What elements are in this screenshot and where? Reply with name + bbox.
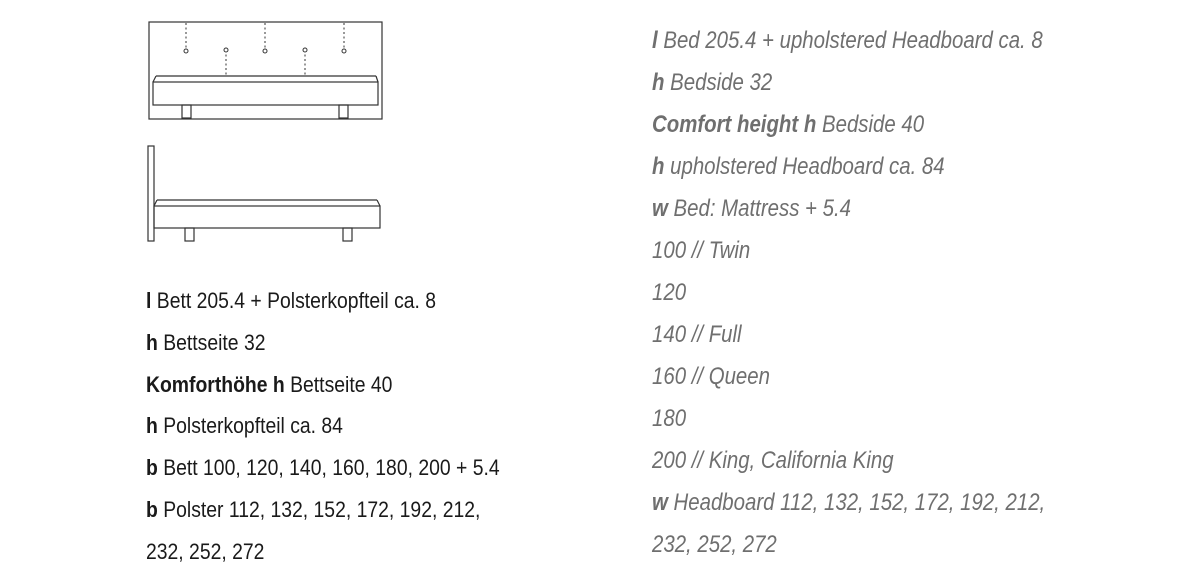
bed-frame-side [154, 206, 380, 228]
spec-line-upholstery-width: b Polster 112, 132, 152, 172, 192, 212, [146, 496, 481, 522]
front-view-bed-drawing [140, 14, 390, 124]
size-option: 160 // Queen [652, 363, 770, 390]
bed-leg-left [182, 105, 191, 118]
spec-line-comfort: Komforthöhe h Bettseite 40 [146, 371, 393, 397]
spec-line-bed-width: b Bett 100, 120, 140, 160, 180, 200 + 5.4 [146, 455, 500, 481]
size-option: 180 [652, 405, 687, 432]
spec-line-comfort: Comfort height h Bedside 40 [652, 111, 925, 138]
spec-line-upholstery-width-cont: 232, 252, 272 [146, 538, 265, 564]
size-option: 100 // Twin [652, 237, 751, 264]
spec-line-headboard-height: h Polsterkopfteil ca. 84 [146, 413, 343, 439]
bed-leg-right [343, 228, 352, 241]
tufting-button [184, 49, 188, 53]
spec-line-headboard-width-cont: 232, 252, 272 [652, 531, 777, 558]
spec-line-bedside: h Bedside 32 [652, 69, 773, 96]
headboard-side [148, 146, 154, 241]
german-specifications [146, 280, 500, 573]
tufting-button [342, 49, 346, 53]
spec-line-bedside: h Bettseite 32 [146, 329, 266, 355]
english-specifications [652, 20, 1045, 566]
size-option: 120 [652, 279, 687, 306]
tufting-button [263, 49, 267, 53]
tufting-button [303, 48, 307, 52]
spec-line-headboard-width: w Headboard 112, 132, 152, 172, 192, 212, [652, 489, 1046, 516]
bed-frame-front [153, 82, 378, 105]
tufting-button [224, 48, 228, 52]
spec-line-headboard-height: h upholstered Headboard ca. 84 [652, 153, 945, 180]
spec-line-length: l Bett 205.4 + Polsterkopfteil ca. 8 [146, 288, 437, 313]
side-view-bed-drawing [140, 140, 390, 246]
spec-line-bed-width: w Bed: Mattress + 5.4 [652, 195, 852, 222]
bed-leg-right [339, 105, 348, 118]
bed-leg-left [185, 228, 194, 241]
spec-line-length: l Bed 205.4 + upholstered Headboard ca. 8 [652, 27, 1043, 54]
size-option: 200 // King, California King [652, 447, 894, 474]
size-option: 140 // Full [652, 321, 742, 348]
